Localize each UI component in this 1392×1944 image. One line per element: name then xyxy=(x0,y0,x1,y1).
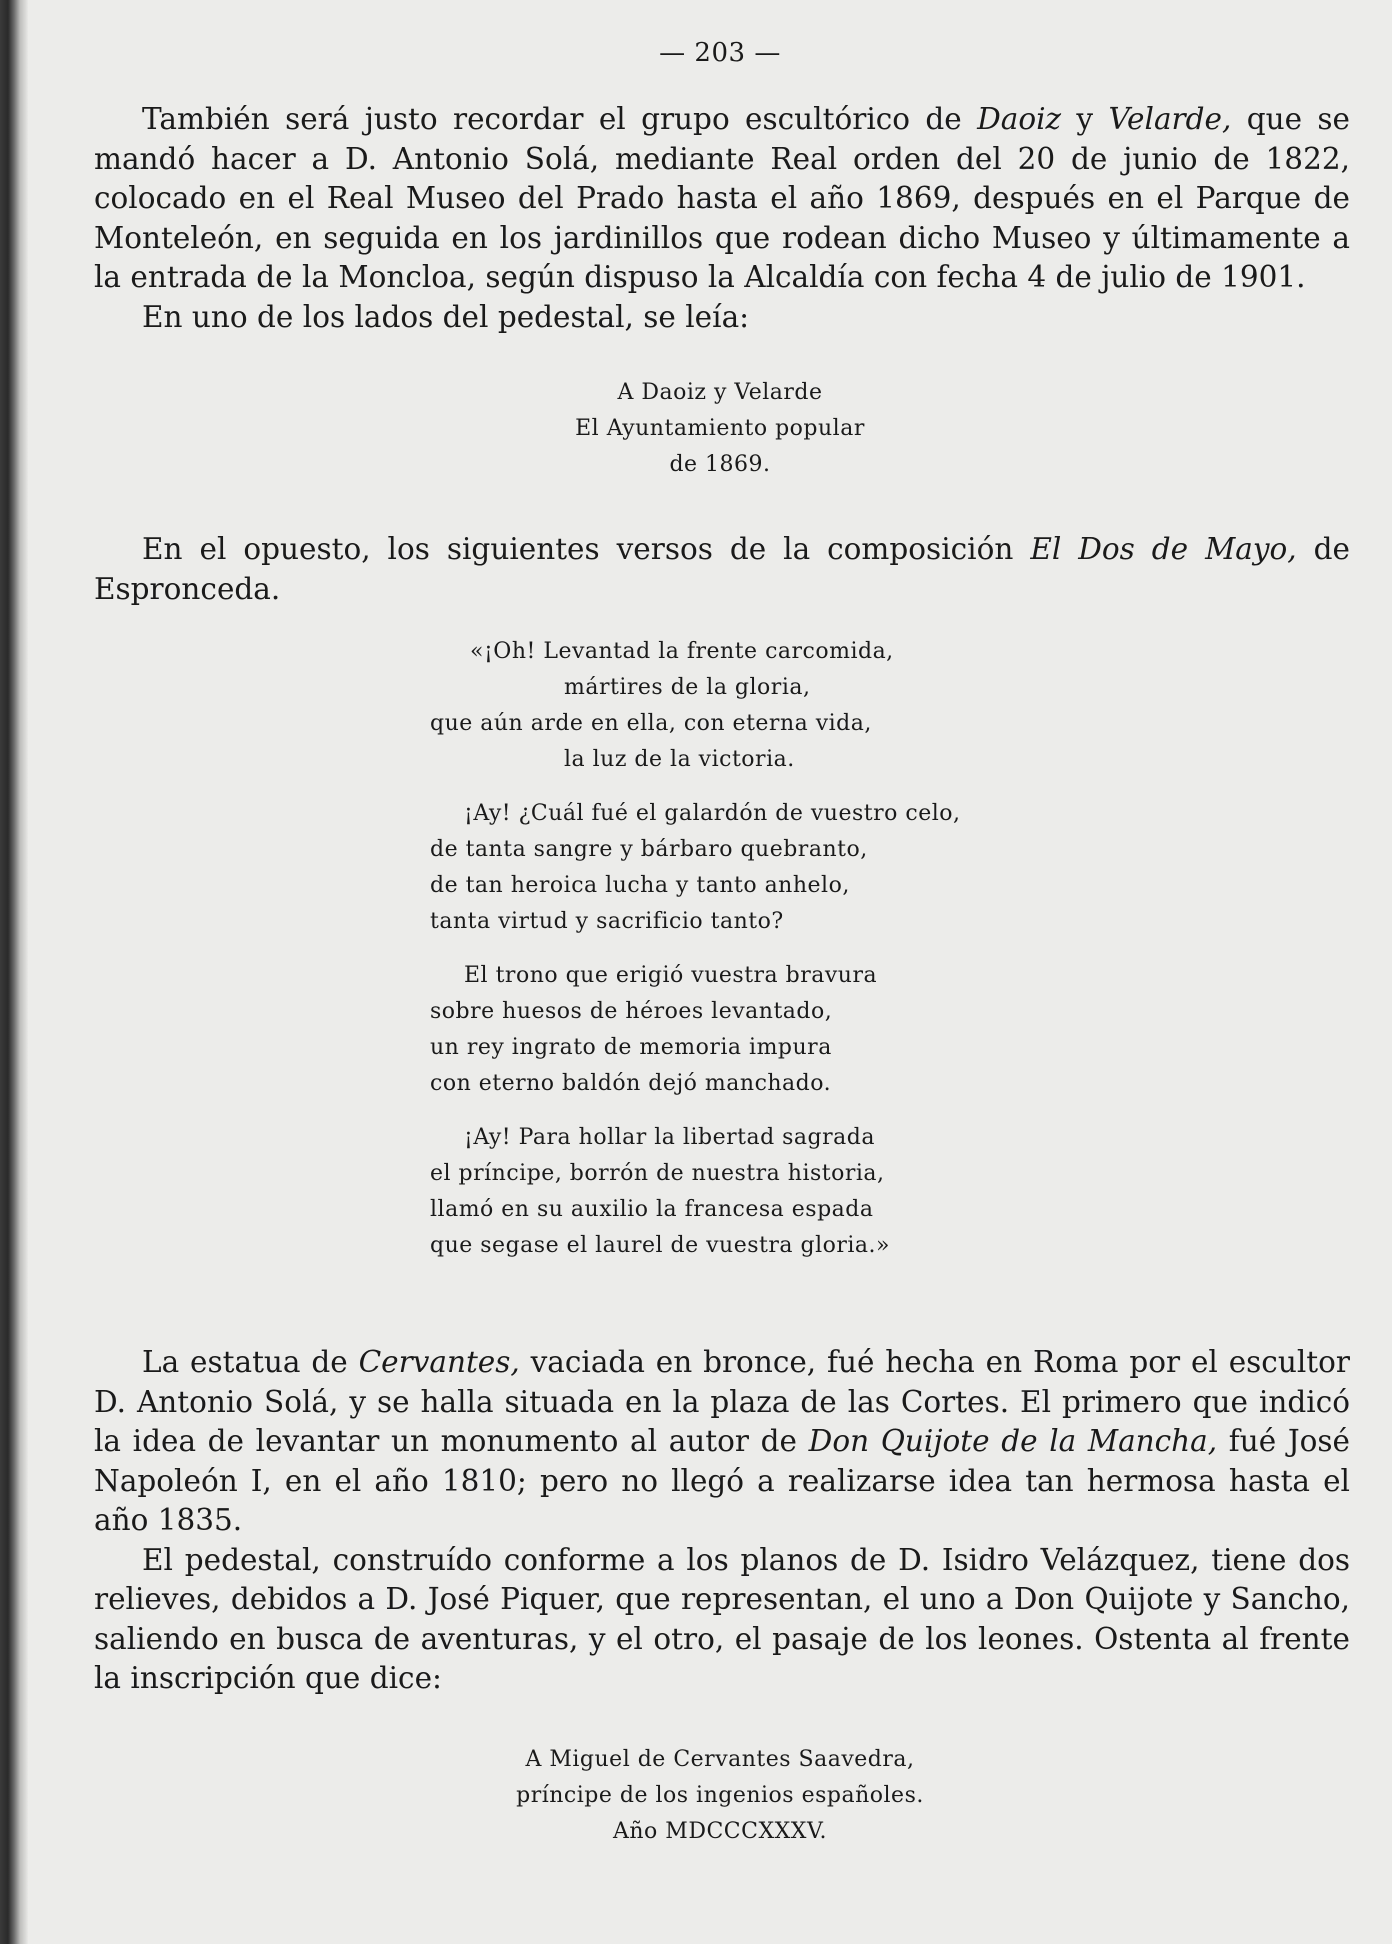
poem-line: que aún arde en ella, con eterna vida, xyxy=(430,711,872,736)
poem-line: El trono que erigió vuestra bravura xyxy=(464,963,878,988)
inscription-line: A Miguel de Cervantes Saavedra, xyxy=(525,1747,915,1772)
paragraph-cervantes xyxy=(94,1343,1350,1699)
paragraph-3 xyxy=(94,530,1350,609)
p1-italic-daoiz: Daoiz xyxy=(977,102,1062,136)
inscription-line: A Daoiz y Velarde xyxy=(617,380,823,405)
poem-line: la luz de la victoria. xyxy=(564,747,795,772)
inscription-line: Año MDCCCXXXV. xyxy=(613,1819,827,1844)
poem-line: con eterno baldón dejó manchado. xyxy=(430,1071,832,1096)
poem-line: llamó en su auxilio la francesa espada xyxy=(430,1197,874,1222)
poem-line: sobre huesos de héroes levantado, xyxy=(430,999,833,1024)
p3-italic-title: El Dos de Mayo, xyxy=(1030,532,1297,566)
poem-line: ¡Ay! Para hollar la libertad sagrada xyxy=(464,1125,875,1150)
book-spine-shadow xyxy=(0,0,28,1944)
poem-stanza-2 xyxy=(430,796,1190,940)
p4-italic-cervantes: Cervantes, xyxy=(358,1345,520,1379)
poem-line: ¡Ay! ¿Cuál fué el galardón de vuestro celo, xyxy=(464,801,961,826)
p4-text-a: La estatua de xyxy=(142,1345,359,1379)
paragraph-1 xyxy=(94,100,1350,298)
inscription-daoiz xyxy=(90,375,1350,483)
poem-line: de tan heroica lucha y tanto anhelo, xyxy=(430,873,850,898)
poem-stanza-3 xyxy=(430,958,1190,1102)
inscription-line: de 1869. xyxy=(669,452,771,477)
paragraph-espronceda xyxy=(94,530,1350,609)
p4-italic-quijote: Don Quijote de la Mancha, xyxy=(808,1424,1218,1458)
poem-line: un rey ingrato de memoria impura xyxy=(430,1035,832,1060)
p3-text-b: de Espronceda. xyxy=(94,532,1350,606)
poem-line: el príncipe, borrón de nuestra historia, xyxy=(430,1161,885,1186)
p1-italic-velarde: Velarde, xyxy=(1108,102,1232,136)
paragraph-5: El pedestal, construído conforme a los planos de D. Isidro Velázquez, tiene dos relieves, debidos a D. José Piquer, que representan, el uno a Don Quijote y Sancho, saliendo en busca de aventuras, y el otro, el pasaje de los leones. Ostenta al frente la inscripción que dice: xyxy=(94,1542,1350,1695)
document-page xyxy=(90,0,1350,1944)
poem-dos-de-mayo xyxy=(430,634,1190,1282)
poem-stanza-4 xyxy=(430,1120,1190,1264)
poem-line: que segase el laurel de vuestra gloria.» xyxy=(430,1233,890,1258)
poem-line: tanta virtud y sacrificio tanto? xyxy=(430,909,784,934)
paragraph-2: En uno de los lados del pedestal, se leía: xyxy=(142,299,750,334)
inscription-line: príncipe de los ingenios españoles. xyxy=(516,1783,924,1808)
poem-line: mártires de la gloria, xyxy=(564,675,811,700)
paragraph-4 xyxy=(94,1343,1350,1541)
p1-text-b: y xyxy=(1061,102,1109,136)
p4-text-c: fué José Napoleón I, en el año 1810; pero no llegó a realizarse idea tan hermosa hasta el año 1835. xyxy=(94,1424,1351,1537)
p1-text-c: que se mandó hacer a D. Antonio Solá, mediante Real orden del 20 de junio de 1822, colocado en el Real Museo del Prado hasta el año 1869, después en el Parque de Monteleón, en seguida en los jardinillos que rodean dicho Museo y últimamente a la entrada de la Moncloa, según dispuso la Alcaldía con fecha 4 de julio de 1901. xyxy=(94,102,1350,294)
p1-text-a: También será justo recordar el grupo escultórico de xyxy=(142,102,978,136)
poem-line: «¡Oh! Levantad la frente carcomida, xyxy=(470,639,894,664)
p3-text-a: En el opuesto, los siguientes versos de la composición xyxy=(142,532,1031,566)
inscription-line: El Ayuntamiento popular xyxy=(575,416,865,441)
paragraph-daoiz-velarde xyxy=(94,100,1350,337)
poem-stanza-1 xyxy=(430,634,1190,778)
inscription-cervantes xyxy=(90,1742,1350,1850)
p4-text-b: vaciada en bronce, fué hecha en Roma por el escultor D. Antonio Solá, y se halla situada en la plaza de las Cortes. El primero que indicó la idea de levantar un monumento al autor de xyxy=(94,1345,1350,1458)
page-number: — 203 — xyxy=(659,38,781,68)
poem-line: de tanta sangre y bárbaro quebranto, xyxy=(430,837,868,862)
